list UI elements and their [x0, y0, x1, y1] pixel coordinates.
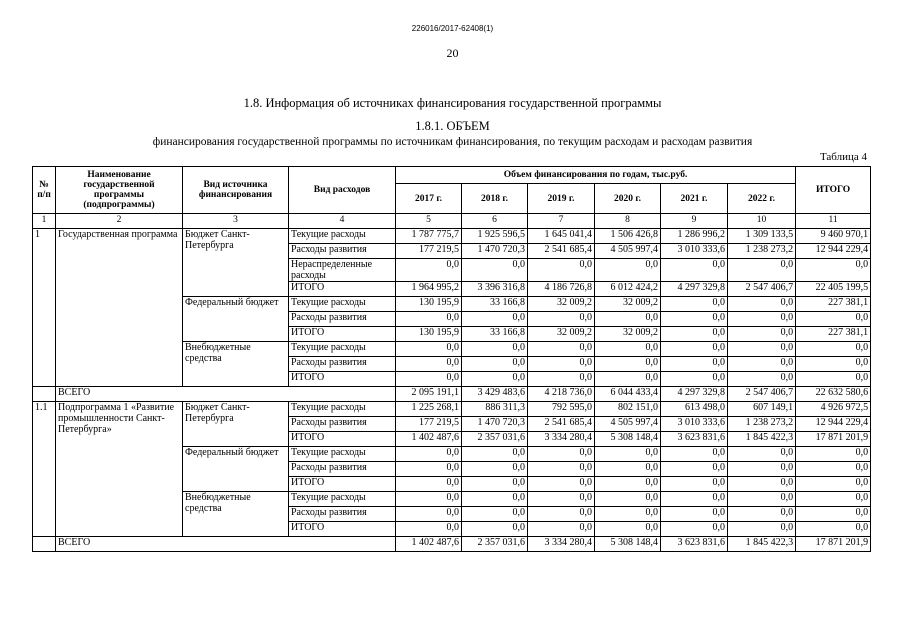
value-cell: 0,0	[462, 522, 528, 537]
column-number: 3	[183, 214, 289, 229]
value-cell: 4 186 726,8	[528, 282, 595, 297]
value-cell: 0,0	[528, 357, 595, 372]
funding-source: Внебюджетные средства	[183, 492, 289, 537]
value-cell: 32 009,2	[528, 327, 595, 342]
value-cell: 0,0	[661, 522, 728, 537]
total-value-cell: 3 334 280,4	[528, 537, 595, 552]
value-cell: 0,0	[796, 462, 871, 477]
value-cell: 4 297 329,8	[661, 282, 728, 297]
value-cell: 792 595,0	[528, 402, 595, 417]
total-value-cell: 6 044 433,4	[595, 387, 661, 402]
value-cell: 3 396 316,8	[462, 282, 528, 297]
total-value-cell: 2 095 191,1	[396, 387, 462, 402]
value-cell: 0,0	[728, 507, 796, 522]
header-year: 2021 г.	[661, 184, 728, 214]
total-value-cell: 1 845 422,3	[728, 537, 796, 552]
expense-type: Текущие расходы	[289, 342, 396, 357]
value-cell: 33 166,8	[462, 327, 528, 342]
value-cell: 1 225 268,1	[396, 402, 462, 417]
header-total: ИТОГО	[796, 167, 871, 214]
value-cell: 0,0	[462, 462, 528, 477]
value-cell: 32 009,2	[528, 297, 595, 312]
value-cell: 607 149,1	[728, 402, 796, 417]
total-value-cell: 3 623 831,6	[661, 537, 728, 552]
header-year: 2019 г.	[528, 184, 595, 214]
header-source: Вид источника финансирования	[183, 167, 289, 214]
value-cell: 0,0	[528, 259, 595, 282]
value-cell: 0,0	[595, 447, 661, 462]
total-value-cell: 3 429 483,6	[462, 387, 528, 402]
value-cell: 227 381,1	[796, 327, 871, 342]
value-cell: 0,0	[396, 507, 462, 522]
expense-type: ИТОГО	[289, 372, 396, 387]
value-cell: 0,0	[396, 259, 462, 282]
value-cell: 0,0	[796, 507, 871, 522]
expense-type: Текущие расходы	[289, 447, 396, 462]
subsection-heading: 1.8.1. ОБЪЕМ	[415, 119, 490, 133]
value-cell: 177 219,5	[396, 244, 462, 259]
value-cell: 0,0	[796, 342, 871, 357]
value-cell: 802 151,0	[595, 402, 661, 417]
value-cell: 0,0	[661, 462, 728, 477]
value-cell: 32 009,2	[595, 327, 661, 342]
value-cell: 0,0	[728, 357, 796, 372]
total-label: ВСЕГО	[56, 537, 396, 552]
value-cell: 0,0	[661, 492, 728, 507]
expense-type: Расходы развития	[289, 417, 396, 432]
total-value-cell: 4 218 736,0	[528, 387, 595, 402]
value-cell: 0,0	[661, 507, 728, 522]
total-label: ВСЕГО	[56, 387, 396, 402]
column-number: 10	[728, 214, 796, 229]
value-cell: 0,0	[595, 312, 661, 327]
table-row-total	[33, 537, 871, 552]
value-cell: 0,0	[728, 477, 796, 492]
total-value-cell: 5 308 148,4	[595, 537, 661, 552]
value-cell: 3 623 831,6	[661, 432, 728, 447]
value-cell: 0,0	[595, 477, 661, 492]
value-cell: 0,0	[462, 507, 528, 522]
value-cell: 0,0	[728, 522, 796, 537]
value-cell: 0,0	[796, 259, 871, 282]
header-expense-type: Вид расходов	[289, 167, 396, 214]
table-row	[33, 402, 871, 417]
column-number-row	[33, 214, 871, 229]
value-cell: 2 547 406,7	[728, 282, 796, 297]
expense-type: Текущие расходы	[289, 297, 396, 312]
value-cell: 0,0	[595, 372, 661, 387]
total-value-cell: 4 297 329,8	[661, 387, 728, 402]
value-cell: 0,0	[728, 372, 796, 387]
value-cell: 0,0	[595, 357, 661, 372]
funding-source: Бюджет Санкт-Петербурга	[183, 402, 289, 447]
header-program-name: Наименование государственной программы (подпрограммы)	[56, 167, 183, 214]
value-cell: 886 311,3	[462, 402, 528, 417]
column-number: 6	[462, 214, 528, 229]
expense-type: Текущие расходы	[289, 492, 396, 507]
column-number: 7	[528, 214, 595, 229]
value-cell: 1 238 273,2	[728, 244, 796, 259]
value-cell: 0,0	[595, 462, 661, 477]
value-cell: 0,0	[595, 492, 661, 507]
value-cell: 0,0	[396, 522, 462, 537]
value-cell: 0,0	[728, 462, 796, 477]
value-cell: 0,0	[396, 372, 462, 387]
value-cell: 0,0	[462, 477, 528, 492]
value-cell: 0,0	[528, 462, 595, 477]
value-cell: 0,0	[396, 447, 462, 462]
value-cell: 2 357 031,6	[462, 432, 528, 447]
document-number: 226016/2017-62408(1)	[411, 24, 494, 33]
value-cell: 0,0	[595, 259, 661, 282]
expense-type: ИТОГО	[289, 477, 396, 492]
value-cell: 227 381,1	[796, 297, 871, 312]
total-value-cell: 17 871 201,9	[796, 537, 871, 552]
funding-source: Федеральный бюджет	[183, 447, 289, 492]
table-caption: Таблица 4	[819, 151, 867, 163]
value-cell: 3 010 333,6	[661, 244, 728, 259]
value-cell: 12 944 229,4	[796, 244, 871, 259]
value-cell: 6 012 424,2	[595, 282, 661, 297]
column-number: 5	[396, 214, 462, 229]
value-cell: 0,0	[595, 522, 661, 537]
value-cell: 1 402 487,6	[396, 432, 462, 447]
expense-type: ИТОГО	[289, 327, 396, 342]
header-year: 2018 г.	[462, 184, 528, 214]
program-name: Государственная программа	[56, 229, 183, 387]
table-body	[33, 229, 871, 552]
total-value-cell: 1 402 487,6	[396, 537, 462, 552]
value-cell: 3 010 333,6	[661, 417, 728, 432]
value-cell: 12 944 229,4	[796, 417, 871, 432]
value-cell: 4 926 972,5	[796, 402, 871, 417]
financing-table	[32, 166, 871, 552]
value-cell: 0,0	[462, 312, 528, 327]
value-cell: 0,0	[396, 477, 462, 492]
column-number: 1	[33, 214, 56, 229]
value-cell: 1 286 996,2	[661, 229, 728, 244]
value-cell: 0,0	[728, 327, 796, 342]
expense-type: ИТОГО	[289, 522, 396, 537]
header-volume: Объем финансирования по годам, тыс.руб.	[396, 167, 796, 184]
column-number: 9	[661, 214, 728, 229]
empty-cell	[33, 387, 56, 402]
value-cell: 0,0	[528, 312, 595, 327]
expense-type: Текущие расходы	[289, 402, 396, 417]
expense-type: Текущие расходы	[289, 229, 396, 244]
value-cell: 0,0	[661, 327, 728, 342]
value-cell: 0,0	[462, 357, 528, 372]
expense-type: ИТОГО	[289, 282, 396, 297]
value-cell: 0,0	[528, 342, 595, 357]
value-cell: 0,0	[396, 492, 462, 507]
table-row	[33, 229, 871, 244]
value-cell: 0,0	[661, 297, 728, 312]
value-cell: 1 964 995,2	[396, 282, 462, 297]
value-cell: 0,0	[796, 312, 871, 327]
value-cell: 0,0	[462, 259, 528, 282]
expense-type: Расходы развития	[289, 357, 396, 372]
value-cell: 0,0	[661, 357, 728, 372]
value-cell: 130 195,9	[396, 327, 462, 342]
value-cell: 0,0	[595, 507, 661, 522]
value-cell: 22 405 199,5	[796, 282, 871, 297]
funding-source: Внебюджетные средства	[183, 342, 289, 387]
table-row-total	[33, 387, 871, 402]
page-number: 20	[446, 46, 459, 60]
value-cell: 130 195,9	[396, 297, 462, 312]
value-cell: 0,0	[796, 357, 871, 372]
program-name: Подпрограмма 1 «Развитие промышленности Санкт-Петербурга»	[56, 402, 183, 537]
value-cell: 9 460 970,1	[796, 229, 871, 244]
empty-cell	[33, 537, 56, 552]
value-cell: 0,0	[728, 342, 796, 357]
total-value-cell: 22 632 580,6	[796, 387, 871, 402]
value-cell: 0,0	[661, 259, 728, 282]
value-cell: 4 505 997,4	[595, 417, 661, 432]
value-cell: 5 308 148,4	[595, 432, 661, 447]
value-cell: 0,0	[528, 372, 595, 387]
value-cell: 4 505 997,4	[595, 244, 661, 259]
value-cell: 0,0	[661, 342, 728, 357]
column-number: 11	[796, 214, 871, 229]
value-cell: 0,0	[462, 342, 528, 357]
value-cell: 0,0	[796, 522, 871, 537]
value-cell: 0,0	[661, 312, 728, 327]
value-cell: 0,0	[796, 372, 871, 387]
value-cell: 1 506 426,8	[595, 229, 661, 244]
value-cell: 0,0	[462, 492, 528, 507]
value-cell: 1 645 041,4	[528, 229, 595, 244]
value-cell: 2 541 685,4	[528, 244, 595, 259]
value-cell: 0,0	[796, 447, 871, 462]
value-cell: 0,0	[728, 492, 796, 507]
value-cell: 0,0	[595, 342, 661, 357]
value-cell: 0,0	[796, 492, 871, 507]
value-cell: 32 009,2	[595, 297, 661, 312]
value-cell: 0,0	[728, 297, 796, 312]
column-number: 4	[289, 214, 396, 229]
value-cell: 3 334 280,4	[528, 432, 595, 447]
value-cell: 0,0	[396, 342, 462, 357]
expense-type: Расходы развития	[289, 312, 396, 327]
value-cell: 33 166,8	[462, 297, 528, 312]
value-cell: 0,0	[528, 522, 595, 537]
expense-type: Нераспределенные расходы	[289, 259, 396, 282]
header-year: 2017 г.	[396, 184, 462, 214]
value-cell: 0,0	[728, 312, 796, 327]
value-cell: 1 470 720,3	[462, 417, 528, 432]
value-cell: 177 219,5	[396, 417, 462, 432]
total-value-cell: 2 547 406,7	[728, 387, 796, 402]
header-year: 2022 г.	[728, 184, 796, 214]
program-number: 1.1	[33, 402, 56, 537]
value-cell: 0,0	[528, 477, 595, 492]
expense-type: Расходы развития	[289, 462, 396, 477]
expense-type: Расходы развития	[289, 507, 396, 522]
value-cell: 0,0	[528, 492, 595, 507]
value-cell: 0,0	[796, 477, 871, 492]
expense-type: Расходы развития	[289, 244, 396, 259]
value-cell: 613 498,0	[661, 402, 728, 417]
value-cell: 1 309 133,5	[728, 229, 796, 244]
subsection-description: финансирования государственной программы по источникам финансирования, по текущим расходам и расходам развития	[152, 136, 753, 148]
value-cell: 0,0	[396, 462, 462, 477]
value-cell: 0,0	[462, 372, 528, 387]
value-cell: 0,0	[728, 447, 796, 462]
column-number: 8	[595, 214, 661, 229]
program-number: 1	[33, 229, 56, 387]
value-cell: 1 925 596,5	[462, 229, 528, 244]
funding-source: Федеральный бюджет	[183, 297, 289, 342]
value-cell: 17 871 201,9	[796, 432, 871, 447]
value-cell: 1 845 422,3	[728, 432, 796, 447]
column-number: 2	[56, 214, 183, 229]
value-cell: 1 470 720,3	[462, 244, 528, 259]
value-cell: 0,0	[728, 259, 796, 282]
section-heading: 1.8. Информация об источниках финансирования государственной программы	[243, 96, 662, 110]
expense-type: ИТОГО	[289, 432, 396, 447]
header-no: № п/п	[33, 167, 56, 214]
value-cell: 0,0	[396, 357, 462, 372]
value-cell: 1 238 273,2	[728, 417, 796, 432]
value-cell: 1 787 775,7	[396, 229, 462, 244]
value-cell: 0,0	[661, 447, 728, 462]
funding-source: Бюджет Санкт-Петербурга	[183, 229, 289, 297]
value-cell: 0,0	[661, 477, 728, 492]
value-cell: 0,0	[528, 507, 595, 522]
value-cell: 0,0	[528, 447, 595, 462]
header-year: 2020 г.	[595, 184, 661, 214]
value-cell: 0,0	[661, 372, 728, 387]
value-cell: 2 541 685,4	[528, 417, 595, 432]
total-value-cell: 2 357 031,6	[462, 537, 528, 552]
value-cell: 0,0	[396, 312, 462, 327]
value-cell: 0,0	[462, 447, 528, 462]
